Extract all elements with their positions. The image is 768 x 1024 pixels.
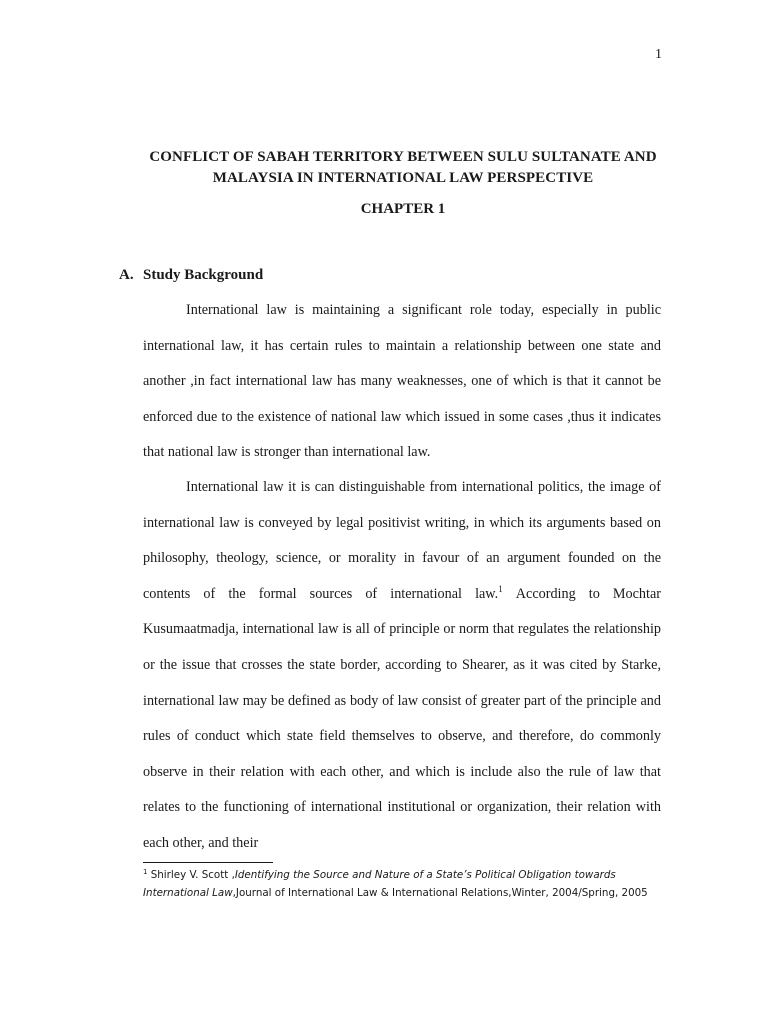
- paragraph-2-part-2: According to Mochtar Kusumaatmadja, international law is all of principle or norm that regulates the relationship or the issue that crosses the state border, according to Shearer, as it was cited by Starke, international law may be defined as body of law consist of greater part of the principle and rules of conduct which state field themselves to observe, and therefore, do commonly observe in their relation with each other, and which is include also the rule of law that relates to the functioning of international institutional or organization, their relation with each other, and their: [143, 585, 661, 851]
- footnote-separator: [143, 862, 273, 863]
- paragraph-2-text: [143, 470, 661, 862]
- footnote-marker: 1: [143, 868, 148, 876]
- paragraph-1: [143, 293, 661, 471]
- paragraph-2-part-1: International law it is can distinguishable from international politics, the image of international law is conveyed by legal positivist writing, in which its arguments based on philosophy, theology, science, or morality in favour of an argument founded on the contents of the formal sources of international law.: [143, 479, 661, 602]
- page-number: 1: [655, 47, 662, 62]
- footnote: [143, 866, 683, 902]
- chapter-heading: CHAPTER 1: [360, 201, 446, 217]
- footnote-title-1: Identifying the Source and Nature of a State’s Political Obligation towards: [234, 869, 616, 881]
- title-line-2: MALAYSIA IN INTERNATIONAL LAW PERSPECTIVE: [212, 170, 594, 186]
- footnote-author: Shirley V. Scott ,: [150, 869, 235, 881]
- document-title: [100, 147, 706, 189]
- title-line-1: CONFLICT OF SABAH TERRITORY BETWEEN SULU SULTANATE AND: [149, 149, 657, 165]
- section-title: Study Background: [143, 267, 264, 283]
- paragraph-1-text: International law is maintaining a significant role today, especially in public international law, it has certain rules to maintain a relationship between one state and another ,in fact international law has many weaknesses, one of which is that it cannot be enforced due to the existence of national law which issued in some cases ,thus it indicates that national law is stronger than international law.: [143, 302, 661, 461]
- section-letter: A.: [119, 267, 134, 283]
- paragraph-2: [143, 470, 661, 862]
- section-heading: [119, 267, 263, 284]
- footnote-title-2: International Law: [143, 887, 233, 899]
- footnote-reference[interactable]: 1: [498, 583, 503, 594]
- footnote-source: ,Journal of International Law & International Relations,Winter, 2004/Spring, 2005: [232, 887, 648, 899]
